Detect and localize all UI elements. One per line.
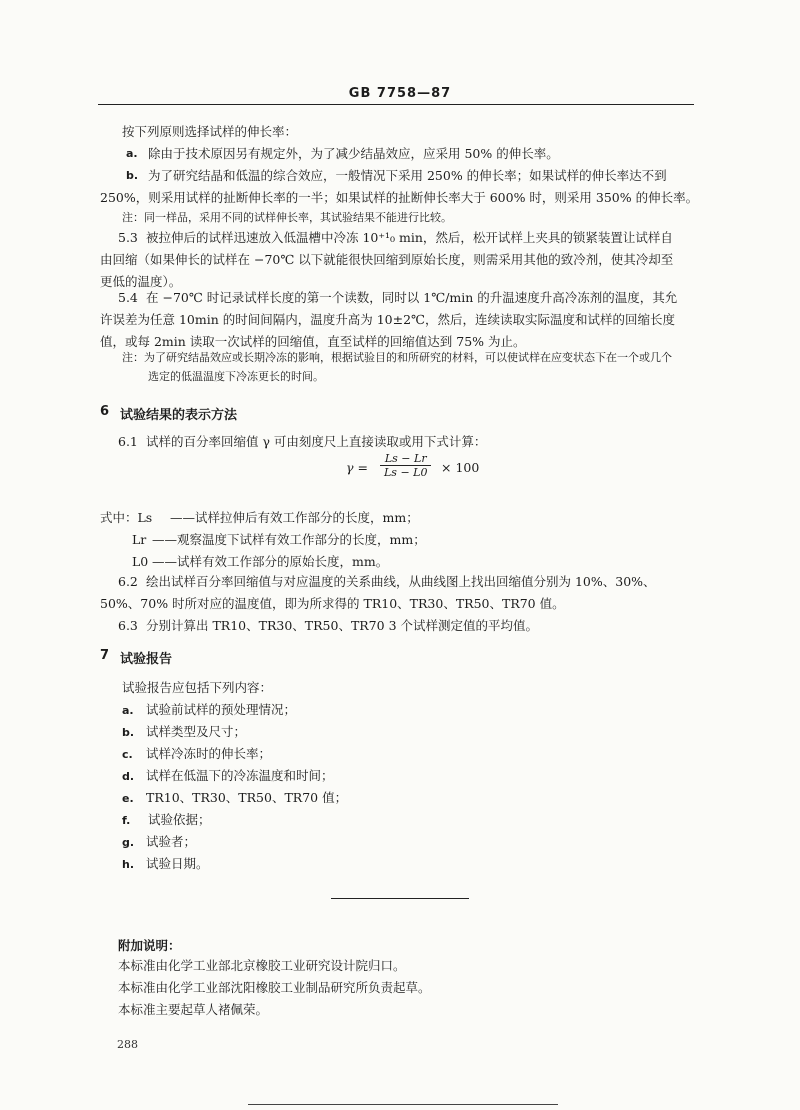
section-5-4-number: 5.4 xyxy=(118,290,138,305)
variable-description: ——试样有效工作部分的原始长度，mm。 xyxy=(152,554,389,569)
rule-a-text: 除由于技术原因另有规定外，为了减少结晶效应，应采用 50% 的伸长率。 xyxy=(148,146,559,161)
formula-fraction xyxy=(380,452,431,479)
report-intro: 试验报告应包括下列内容： xyxy=(122,680,273,695)
page-number: 288 xyxy=(117,1038,138,1051)
report-item-text: 试样在低温下的冷冻温度和时间； xyxy=(146,768,334,783)
formula-numerator: Ls − Lr xyxy=(380,452,431,466)
appendix-line: 本标准主要起草人褚佩荣。 xyxy=(118,1002,269,1017)
rule-b-continuation: 250%，则采用试样的扯断伸长率的一半；如果试样的扯断伸长率大于 600% 时，则采用 350% 的伸长率。 xyxy=(100,190,699,205)
report-item-text: TR10、TR30、TR50、TR70 值； xyxy=(146,790,348,805)
report-item-text: 试验日期。 xyxy=(146,856,209,871)
note-2-line: 选定的低温温度下冷冻更长的时间。 xyxy=(148,370,324,383)
report-item-label: h. xyxy=(122,858,135,871)
variable-symbol: L0 xyxy=(132,554,149,569)
section-6-1-text: 试样的百分率回缩值 γ 可由刻度尺上直接读取或用下式计算： xyxy=(146,434,487,449)
variable-symbol: 式中：Ls xyxy=(100,510,153,525)
section-6-3-number: 6.3 xyxy=(118,618,138,633)
rule-b-label: b. xyxy=(126,169,139,182)
report-item-label: b. xyxy=(122,726,135,739)
report-item-text: 试样类型及尺寸； xyxy=(146,724,247,739)
section-6-title: 试验结果的表示方法 xyxy=(120,408,238,423)
formula-denominator: Ls − L0 xyxy=(384,466,428,479)
rule-b-text: 为了研究结晶和低温的综合效应，一般情况下采用 250% 的伸长率；如果试样的伸长率达不到 xyxy=(148,168,667,183)
report-item-label: f. xyxy=(122,814,131,827)
end-rule xyxy=(331,898,469,899)
appendix-line: 本标准由化学工业部北京橡胶工业研究设计院归口。 xyxy=(118,958,406,973)
note-1: 注：同一样品，采用不同的试样伸长率，其试验结果不能进行比较。 xyxy=(122,211,452,224)
report-item-text: 试验前试样的预处理情况； xyxy=(146,702,297,717)
standard-code-header: GB 7758—87 xyxy=(348,86,452,101)
report-item-text: 试验者； xyxy=(146,834,197,849)
section-7-title: 试验报告 xyxy=(120,652,173,667)
report-item-label: c. xyxy=(122,748,133,761)
variable-symbol: Lr xyxy=(132,532,147,547)
report-item-text: 试样冷冻时的伸长率； xyxy=(146,746,272,761)
report-item-label: e. xyxy=(122,792,134,805)
footer-rule xyxy=(248,1104,558,1105)
section-6-1-number: 6.1 xyxy=(118,434,138,449)
rule-a-label: a. xyxy=(126,147,138,160)
section-6-2-number: 6.2 xyxy=(118,574,138,589)
section-6-2-line: 50%、70% 时所对应的温度值，即为所求得的 TR10、TR30、TR50、TR70 值。 xyxy=(100,596,565,611)
section-5-3-line: 由回缩（如果伸长的试样在 −70℃ 以下就能很快回缩到原始长度，则需采用其他的致冷剂，使其冷却至 xyxy=(100,252,674,267)
report-item-label: a. xyxy=(122,704,134,717)
section-7-number: 7 xyxy=(100,648,110,663)
section-6-2-line: 绘出试样百分率回缩值与对应温度的关系曲线，从曲线图上找出回缩值分别为 10%、30%、 xyxy=(146,574,656,589)
appendix-line: 本标准由化学工业部沈阳橡胶工业制品研究所负责起草。 xyxy=(118,980,431,995)
report-item-text: 试验依据； xyxy=(148,812,211,827)
header-rule xyxy=(98,104,694,105)
variable-description: ——试样拉伸后有效工作部分的长度，mm； xyxy=(170,510,419,525)
section-6-3-text: 分别计算出 TR10、TR30、TR50、TR70 3 个试样测定值的平均值。 xyxy=(146,618,538,633)
section-5-3-line: 被拉伸后的试样迅速放入低温槽中冷冻 10⁺¹₀ min，然后，松开试样上夹具的锁紧装置让试样自 xyxy=(146,230,673,245)
formula-lhs: γ = xyxy=(346,460,368,475)
report-item-label: g. xyxy=(122,836,135,849)
section-5-4-line: 值，或每 2min 读取一次试样的回缩值，直至试样的回缩值达到 75% 为止。 xyxy=(100,334,526,349)
variable-description: ——观察温度下试样有效工作部分的长度，mm； xyxy=(152,532,426,547)
section-5-4-line: 在 −70℃ 时记录试样长度的第一个读数，同时以 1℃/min 的升温速度升高冷冻剂的温度，其允 xyxy=(146,290,678,305)
appendix-title: 附加说明： xyxy=(118,938,181,953)
formula-multiplier: × 100 xyxy=(441,460,480,475)
section-5-3-line: 更低的温度）。 xyxy=(100,274,182,289)
section-5-4-line: 许误差为任意 10min 的时间间隔内，温度升高为 10±2℃，然后，连续读取实际温度和试样的回缩长度 xyxy=(100,312,676,327)
report-item-label: d. xyxy=(122,770,135,783)
section-5-3-number: 5.3 xyxy=(118,230,138,245)
section-6-number: 6 xyxy=(100,404,110,419)
note-2-line: 注：为了研究结晶效应或长期冷冻的影响，根据试验目的和所研究的材料，可以使试样在应变状态下在一个或几个 xyxy=(122,351,672,364)
intro-text: 按下列原则选择试样的伸长率： xyxy=(122,124,298,139)
